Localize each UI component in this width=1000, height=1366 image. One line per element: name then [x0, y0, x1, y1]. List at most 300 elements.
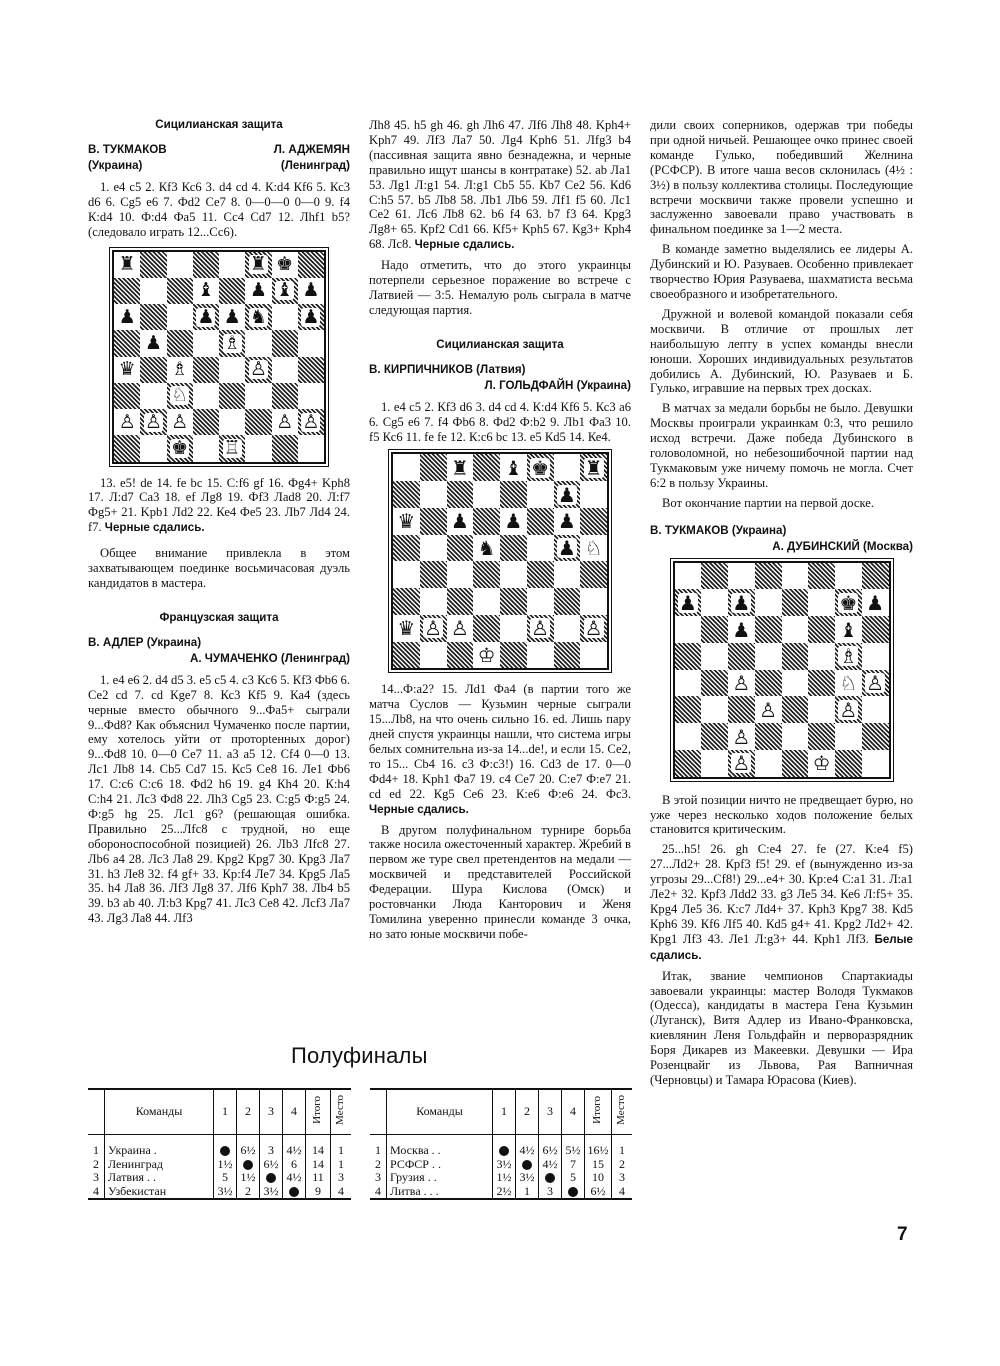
board-square [420, 454, 447, 481]
cell-n: 4 [375, 1183, 381, 1198]
board-square [473, 642, 500, 669]
board-square [808, 616, 835, 643]
board-square [114, 304, 140, 330]
board-square [193, 357, 219, 383]
cell-r2: 1 [516, 1185, 539, 1200]
board-square [701, 643, 728, 670]
white-pawn-icon: ♙ [732, 751, 751, 776]
board-square [675, 563, 702, 590]
board-square [862, 696, 889, 723]
semifinal-table-1 [88, 1088, 351, 1200]
cell-r4: 4½ [283, 1135, 306, 1158]
board-square [500, 508, 527, 535]
board-square [298, 409, 324, 435]
board-square [675, 723, 702, 750]
board-square [473, 615, 500, 642]
board-square [272, 278, 298, 304]
column-3 [650, 118, 913, 1093]
black-bishop-icon: ♝ [504, 455, 523, 480]
black-pawn-icon: ♟ [557, 482, 576, 507]
board-square [862, 723, 889, 750]
board-square [393, 588, 420, 615]
board-square [219, 278, 245, 304]
col-num [370, 1089, 387, 1135]
column-2 [369, 118, 631, 947]
game2-result: Черные сдались. [414, 238, 515, 252]
board-square [755, 723, 782, 750]
white-knight-icon: ♘ [839, 671, 858, 696]
board-square [272, 435, 298, 461]
black-pawn-icon: ♟ [197, 305, 215, 328]
board-square [219, 252, 245, 278]
board-square [755, 696, 782, 723]
board-square [808, 589, 835, 616]
board-square [862, 643, 889, 670]
table-row [370, 1171, 632, 1185]
white-bishop-icon: ♗ [223, 331, 241, 354]
cell-n: 3 [375, 1170, 381, 1184]
board-square [140, 357, 166, 383]
self-match-dot [545, 1173, 555, 1183]
board-square [808, 750, 835, 777]
board-square [580, 561, 607, 588]
col-1: 1 [214, 1089, 237, 1135]
board-square [808, 643, 835, 670]
board-square [219, 409, 245, 435]
board-square [808, 563, 835, 590]
game1-moves-1: 1. e4 c5 2. Кf3 Кс6 3. d4 cd 4. К:d4 Кf6 5. Кс3 d6 6. Cg5 e6 7. Фd2 Се7 8. 0—0—0 0—0 9. f4 К:d4 10. Ф:d4 Фа5 11. Сс4 Cd7 12. Лhf1 b5? (следовало играть 12...Сс6). [88, 179, 350, 239]
board-square [140, 383, 166, 409]
game1-teams [88, 158, 350, 174]
white-pawn-icon: ♙ [450, 616, 469, 641]
white-pawn-icon: ♙ [732, 724, 751, 749]
board-square [862, 563, 889, 590]
white-pawn-icon: ♙ [302, 410, 320, 433]
board-square [782, 589, 809, 616]
col-team: Команды [105, 1089, 214, 1135]
cell-r3: 6½ [260, 1158, 283, 1172]
game4-white: В. ТУКМАКОВ (Украина) [650, 523, 787, 537]
chess-diagram-2 [391, 452, 609, 670]
white-pawn-icon: ♙ [759, 697, 778, 722]
cell-n: 2 [375, 1156, 381, 1171]
board-square [272, 304, 298, 330]
board-square [755, 563, 782, 590]
cell-r3: 3 [260, 1135, 283, 1158]
board-square [701, 750, 728, 777]
cell-r4: 4½ [283, 1171, 306, 1185]
board-square [728, 696, 755, 723]
board-square [298, 304, 324, 330]
col-num [88, 1089, 105, 1135]
cell-place: 4 [612, 1185, 633, 1200]
board-square [420, 481, 447, 508]
white-bishop-icon: ♗ [839, 644, 858, 669]
game1-white-team: (Украина) [88, 158, 143, 172]
black-pawn-icon: ♟ [249, 279, 267, 302]
board-square [272, 357, 298, 383]
board-square [114, 357, 140, 383]
board-square [193, 252, 219, 278]
board-square [167, 252, 193, 278]
board-square [728, 670, 755, 697]
board-square [114, 278, 140, 304]
board-square [193, 409, 219, 435]
board-square [245, 330, 271, 356]
cell-total: 14 [306, 1135, 331, 1158]
board-square [500, 642, 527, 669]
black-pawn-icon: ♟ [732, 617, 751, 642]
cell-total: 14 [306, 1158, 331, 1172]
table-row [370, 1135, 632, 1158]
self-match-dot [568, 1187, 578, 1197]
white-bishop-icon: ♗ [171, 358, 189, 381]
col3-p1: дили своих соперников, одержав три победы при одной ничьей. Решающее очко принес своей команде Гулько, победивший Желнина (РСФСР). В итоге чаша весов склонилась (4½ : 3½) в пользу коллектива столицы. Последующие встречи москвичи также провели успешно и заслуженно завоевали право участвовать в финальном поединке за 1—2 места. [650, 118, 913, 237]
cell-r1: 5 [214, 1171, 237, 1185]
black-bishop-icon: ♝ [839, 617, 858, 642]
board-square [245, 252, 271, 278]
cell-n: 1 [93, 1143, 99, 1157]
white-knight-icon: ♘ [584, 536, 603, 561]
board-square [420, 508, 447, 535]
cell-r2 [516, 1158, 539, 1172]
white-king-icon: ♔ [812, 751, 831, 776]
white-pawn-icon: ♙ [249, 358, 267, 381]
board-square [554, 535, 581, 562]
cell-n: 4 [93, 1183, 99, 1198]
cell-n: 2 [93, 1156, 99, 1171]
col-4: 4 [283, 1089, 306, 1135]
board-square [473, 535, 500, 562]
game4-black: А. ДУБИНСКИЙ (Москва) [772, 539, 913, 553]
board-square [701, 616, 728, 643]
game3-moves-1: 1. e4 c5 2. Кf3 d6 3. d4 cd 4. К:d4 Кf6 5. Кс3 а6 6. Cg5 e6 7. f4 Фb6 8. Фd2 Ф:b2 9. Лb1 Фа3 10. f5 Кс6 11. fe fe 12. К:с6 bc 13. e5 Кd5 14. Ке4. [369, 399, 631, 444]
table-row [88, 1158, 351, 1172]
board-square [808, 723, 835, 750]
black-knight-icon: ♞ [477, 536, 496, 561]
board-square [755, 643, 782, 670]
col-4: 4 [562, 1089, 585, 1135]
board-square [447, 481, 474, 508]
board-square [447, 454, 474, 481]
cell-place: 3 [331, 1171, 352, 1185]
board-square [755, 750, 782, 777]
black-pawn-icon: ♟ [450, 509, 469, 534]
black-king-icon: ♚ [839, 590, 858, 615]
board-square [298, 252, 324, 278]
black-knight-icon: ♞ [249, 305, 267, 328]
board-square [298, 383, 324, 409]
board-square [219, 304, 245, 330]
cell-r1: 1½ [214, 1158, 237, 1172]
board-square [835, 670, 862, 697]
board-square [675, 616, 702, 643]
white-pawn-icon: ♙ [144, 410, 162, 433]
board-square [554, 454, 581, 481]
board-square [554, 561, 581, 588]
black-pawn-icon: ♟ [557, 509, 576, 534]
board-square [527, 588, 554, 615]
white-knight-icon: ♘ [171, 384, 189, 407]
col3-p5: Вот окончание партии на первой доске. [662, 495, 875, 510]
board-square [167, 383, 193, 409]
game3-white: В. КИРПИЧНИКОВ (Латвия) [369, 362, 526, 376]
board-square [835, 563, 862, 590]
table-row [88, 1171, 351, 1185]
cell-place: 1 [331, 1135, 352, 1158]
col-team: Команды [387, 1089, 493, 1135]
board-square [675, 670, 702, 697]
board-square [782, 563, 809, 590]
game3-black: Л. ГОЛЬДФАЙН (Украина) [484, 378, 631, 392]
black-queen-icon: ♛ [397, 616, 416, 641]
col-total: Итого [585, 1089, 612, 1135]
black-king-icon: ♚ [531, 455, 550, 480]
game2-white: В. АДЛЕР (Украина) [88, 635, 202, 649]
board-square [527, 481, 554, 508]
board-square [554, 508, 581, 535]
board-square [862, 750, 889, 777]
black-pawn-icon: ♟ [118, 305, 136, 328]
board-square [114, 435, 140, 461]
cell-r3: 3½ [260, 1185, 283, 1200]
self-match-dot [266, 1173, 276, 1183]
board-square [420, 642, 447, 669]
cell-r2 [237, 1158, 260, 1172]
cell-total: 6½ [585, 1185, 612, 1200]
game1-black: Л. АДЖЕМЯН [273, 142, 350, 156]
board-square [140, 252, 166, 278]
white-pawn-icon: ♙ [839, 697, 858, 722]
board-square [473, 561, 500, 588]
board-square [580, 508, 607, 535]
board-square [580, 642, 607, 669]
black-rook-icon: ♜ [118, 253, 136, 276]
board-square [835, 696, 862, 723]
page-number: 7 [897, 1224, 908, 1245]
black-rook-icon: ♜ [584, 455, 603, 480]
board-square [500, 481, 527, 508]
game3-opening: Сицилианская защита [436, 337, 564, 351]
board-square [782, 750, 809, 777]
col3-p2: В команде заметно выделялись ее лидеры А. Дубинский и Ю. Разуваев. Особенно привлекает творчество Юрия Разуваева, шахматиста весьма своеобразного и изобретательного. [650, 242, 913, 301]
white-pawn-icon: ♙ [424, 616, 443, 641]
black-king-icon: ♚ [171, 436, 189, 459]
board-square [580, 454, 607, 481]
white-pawn-icon: ♙ [531, 616, 550, 641]
board-square [835, 643, 862, 670]
board-square [114, 383, 140, 409]
col3-p3: Дружной и волевой командой показали себя москвичи. В отличие от прошлых лет наибольшую лепту в успех команды внесли юноши. Хороших индивидуальных результатов добились А. Дубинский, Ю. Разуваев и Б. Гулько, игравшие на первых трех досках. [650, 306, 913, 396]
board-square [728, 616, 755, 643]
board-square [193, 435, 219, 461]
board-square [393, 508, 420, 535]
game1-comment: Общее внимание привлекла в этом захватывающем поединке восьмичасовая дуэль кандидатов в мастера. [88, 546, 350, 590]
board-square [393, 615, 420, 642]
cell-r3 [539, 1171, 562, 1185]
cell-team: Украина . [105, 1135, 214, 1158]
board-square [193, 383, 219, 409]
chess-diagram-3 [673, 561, 891, 779]
cell-team: Узбекистан [105, 1185, 214, 1200]
cell-r1: 2½ [493, 1185, 516, 1200]
cell-team: Москва . . [387, 1135, 493, 1158]
board-square [167, 304, 193, 330]
board-square [782, 643, 809, 670]
black-rook-icon: ♜ [249, 253, 267, 276]
board-square [782, 670, 809, 697]
col-3: 3 [539, 1089, 562, 1135]
board-square [473, 508, 500, 535]
board-square [167, 357, 193, 383]
board-square [167, 278, 193, 304]
board-square [473, 481, 500, 508]
white-pawn-icon: ♙ [276, 410, 294, 433]
board-square [393, 481, 420, 508]
board-square [420, 561, 447, 588]
board-square [447, 535, 474, 562]
board-square [447, 615, 474, 642]
cell-n: 1 [375, 1143, 381, 1157]
white-pawn-icon: ♙ [866, 671, 885, 696]
cell-total: 9 [306, 1185, 331, 1200]
cell-place: 1 [612, 1135, 633, 1158]
black-king-icon: ♚ [276, 253, 294, 276]
board-square [580, 588, 607, 615]
table-row [88, 1135, 351, 1158]
board-square [245, 357, 271, 383]
black-pawn-icon: ♟ [504, 509, 523, 534]
black-rook-icon: ♜ [450, 455, 469, 480]
board-square [580, 481, 607, 508]
cell-r2: 3½ [516, 1171, 539, 1185]
board-square [140, 435, 166, 461]
board-square [675, 643, 702, 670]
board-square [140, 304, 166, 330]
black-pawn-icon: ♟ [557, 536, 576, 561]
board-square [500, 454, 527, 481]
board-square [862, 589, 889, 616]
board-square [554, 615, 581, 642]
board-square [245, 409, 271, 435]
board-square [245, 278, 271, 304]
board-square [447, 642, 474, 669]
board-square [755, 589, 782, 616]
black-pawn-icon: ♟ [302, 305, 320, 328]
board-square [862, 670, 889, 697]
cell-n: 3 [93, 1170, 99, 1184]
black-bishop-icon: ♝ [276, 279, 294, 302]
board-square [219, 435, 245, 461]
board-square [701, 670, 728, 697]
board-square [298, 435, 324, 461]
game4-result: Белые сдались. [650, 932, 913, 962]
cell-r1: 3½ [214, 1185, 237, 1200]
white-rook-icon: ♖ [223, 436, 241, 459]
white-pawn-icon: ♙ [584, 616, 603, 641]
board-square [219, 330, 245, 356]
white-pawn-icon: ♙ [171, 410, 189, 433]
board-square [393, 535, 420, 562]
board-square [728, 643, 755, 670]
cell-r4: 7 [562, 1158, 585, 1172]
board-square [272, 330, 298, 356]
board-square [500, 535, 527, 562]
board-square [219, 357, 245, 383]
col-3: 3 [260, 1089, 283, 1135]
board-square [114, 252, 140, 278]
board-square [298, 278, 324, 304]
board-square [527, 508, 554, 535]
board-square [393, 561, 420, 588]
cell-team: Ленинград [105, 1158, 214, 1172]
semifinal-table-2 [370, 1088, 632, 1200]
cell-r3: 4½ [539, 1158, 562, 1172]
cell-r1: 1½ [493, 1171, 516, 1185]
board-square [298, 330, 324, 356]
board-square [500, 588, 527, 615]
board-square [298, 357, 324, 383]
board-square [527, 454, 554, 481]
black-pawn-icon: ♟ [866, 590, 885, 615]
game4-moves: 25...h5! 26. gh С:е4 27. fe (27. К:е4 f5) 27...Лd2+ 28. Кpf3 f5! 29. ef (вынужденно из-за угрозы 29...Сf8!) 29...е4+ 30. Кр:е4 С:а1 31. Л:а1 Ле2+ 32. Кpf3 Лdd2 33. g3 Ле5 34. Ке6 Л:f5+ 35. Кpg4 Ле5 36. К:с7 Лd4+ 37. Кph3 Кpg7 38. Кd5 Кph6 39. Кf6 Лf5 40. Кd5 g4+ 41. Кpg2 Лd2+ 42. Кpg1 Лf3 43. Ле1 Л:g3+ 44. Кph1 Лf3. [650, 842, 913, 946]
cell-r4: 5½ [562, 1135, 585, 1158]
board-square [755, 670, 782, 697]
game2-moves-cont: Лh8 45. h5 gh 46. gh Лh6 47. Лf6 Лh8 48. Kph4+ Kph7 49. Лf3 Ла7 50. Лg4 Kph6 51. Лfg3 b4 (пассивная защита явно безнадежна, и черные правильно ищут шансы в контратаке) 52. ab Ла1 53. Лg1 Л:g1 54. Л:g1 Cb5 55. Кb7 Се2 56. Кd6 С:h5 57. b5 Лb8 58. Лb1 Лb6 59. Лf1 f5 60. Лс1 Се2 61. Лс6 Лb8 62. b6 f4 63. b7 f3 64. Кpg3 Лg8+ 65. Кpf2 Cd1 66. Кf5+ Кph5 67. Кg3+ Кph4 68. Лс8. [369, 118, 631, 252]
col-1: 1 [493, 1089, 516, 1135]
col3-final: Итак, звание чемпионов Спартакиады завоевали украинцы: мастер Володя Тукмаков (Одесса), кандидаты в мастера Гена Кузьмин (Луганск), Витя Адлер из Ивано-Франковска, киевлянин Леня Гольдфайн и перворазрядник Боря Дикарев из Макеевки. Девушки — Ира Розенцвайг из Львова, Рая Вапничная (Черновцы) и Тамара Юрасова (Киев). [650, 968, 913, 1087]
cell-r3: 3 [539, 1185, 562, 1200]
board-square [675, 696, 702, 723]
self-match-dot [289, 1187, 299, 1197]
board-square [701, 723, 728, 750]
board-square [580, 615, 607, 642]
board-square [728, 589, 755, 616]
white-pawn-icon: ♙ [732, 671, 751, 696]
board-square [114, 330, 140, 356]
cell-total: 15 [585, 1158, 612, 1172]
game3-result: Черные сдались. [369, 802, 469, 816]
board-square [808, 670, 835, 697]
game3-moves-2: 14...Ф:а2? 15. Лd1 Фа4 (в партии того же матча Суслов — Кузьмин черные сыграли 15...Лb8, на что очень сильно 16. ed. Лишь пару дней спустя украинцы нашли, что система игры белых сомнительна из-за 14...de!, и если 15. Се2, то 15... Cb4 16. c3 Ф:с3!) 16. Cd3 de 17. 0—0 Фd4+ 18. Kph1 Фа7 19. c4 Се7 20. С:е7 Ф:е7 21. cd ed 22. Кg5 Сe6 23. К:е6 Ф:е6 24. Фс3. [369, 682, 631, 801]
board-square [167, 435, 193, 461]
cell-r4 [562, 1185, 585, 1200]
cell-team: Латвия . . [105, 1171, 214, 1185]
cell-r2: 1½ [237, 1171, 260, 1185]
cell-r2: 4½ [516, 1135, 539, 1158]
self-match-dot [522, 1160, 532, 1170]
board-square [219, 383, 245, 409]
board-square [420, 535, 447, 562]
col-2: 2 [516, 1089, 539, 1135]
cell-team: РСФСР . . [387, 1158, 493, 1172]
cell-place: 2 [612, 1158, 633, 1172]
board-square [245, 435, 271, 461]
board-square [675, 589, 702, 616]
table-row [88, 1185, 351, 1200]
self-match-dot [243, 1160, 253, 1170]
chess-diagram-1 [112, 250, 326, 464]
board-square [728, 750, 755, 777]
cell-total: 10 [585, 1171, 612, 1185]
board-square [193, 278, 219, 304]
board-square [701, 589, 728, 616]
board-square [420, 615, 447, 642]
board-square [140, 330, 166, 356]
cell-team: Грузия . . [387, 1171, 493, 1185]
board-square [272, 383, 298, 409]
col3-p4: В матчах за медали борьбы не было. Девушки Москвы проиграли украинкам 0:3, что решило исход встречи. Даже победа Дубинского в головоломной, но небезошибочной партии над Тукмаковым уже ничему помочь не могла. Счет 6:2 в пользу Украины. [650, 401, 913, 490]
